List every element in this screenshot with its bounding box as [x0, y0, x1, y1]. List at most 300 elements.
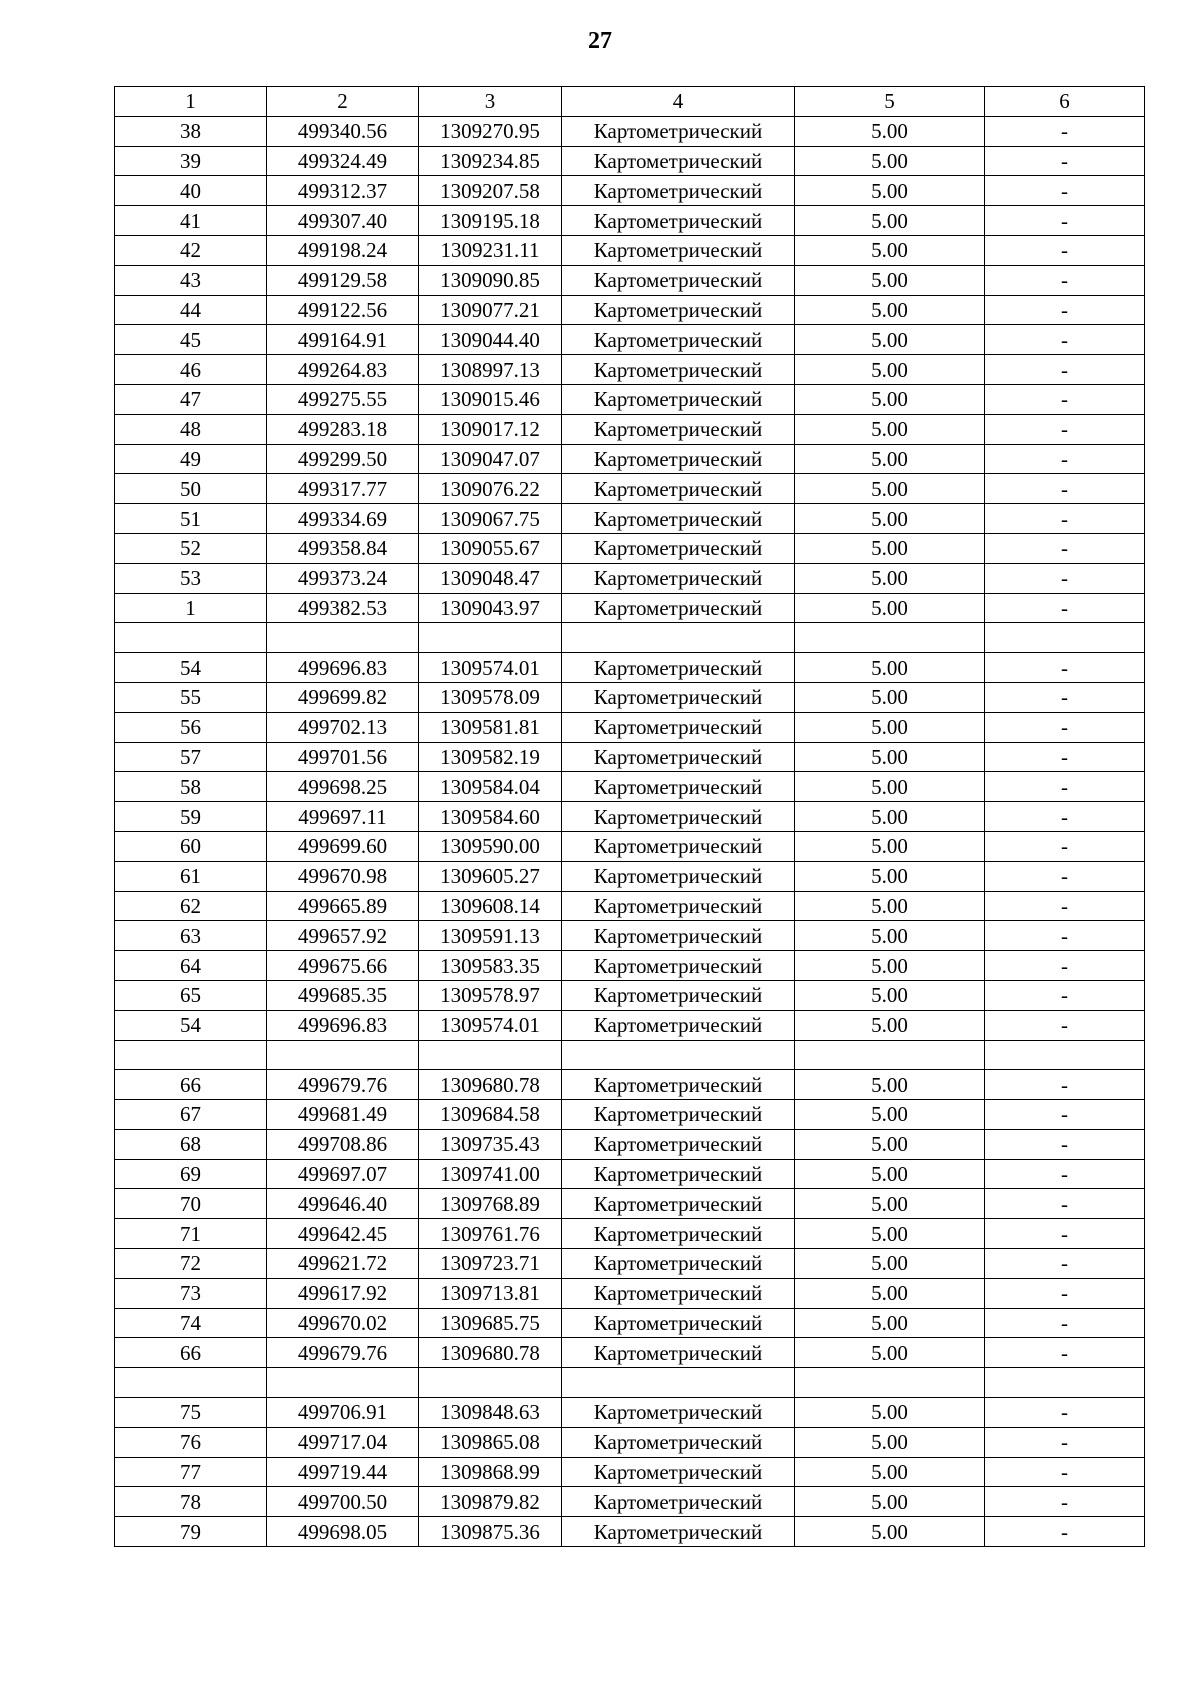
- table-cell: 5.00: [795, 176, 985, 206]
- table-cell: Картометрический: [562, 712, 795, 742]
- table-cell: 54: [115, 653, 267, 683]
- table-cell: 499699.60: [267, 831, 419, 861]
- table-cell: Картометрический: [562, 682, 795, 712]
- table-row: [115, 1219, 1145, 1249]
- table-cell: -: [985, 802, 1145, 832]
- table-cell: 499617.92: [267, 1278, 419, 1308]
- table-cell: [562, 623, 795, 653]
- table-cell: 62: [115, 891, 267, 921]
- table-cell: 5.00: [795, 1398, 985, 1428]
- table-row: [115, 1189, 1145, 1219]
- table-cell: -: [985, 444, 1145, 474]
- table-cell: -: [985, 474, 1145, 504]
- table-cell: 64: [115, 951, 267, 981]
- table-cell: 5.00: [795, 951, 985, 981]
- table-cell: 499283.18: [267, 414, 419, 444]
- table-cell: 1309067.75: [419, 504, 562, 534]
- table-cell: -: [985, 1487, 1145, 1517]
- table-row: [115, 1368, 1145, 1398]
- table-cell: -: [985, 206, 1145, 236]
- table-cell: 1309047.07: [419, 444, 562, 474]
- table-cell: 499340.56: [267, 116, 419, 146]
- table-cell: 499373.24: [267, 563, 419, 593]
- table-cell: Картометрический: [562, 1189, 795, 1219]
- table-cell: 45: [115, 325, 267, 355]
- table-cell: 1309584.04: [419, 772, 562, 802]
- table-cell: 5.00: [795, 653, 985, 683]
- table-cell: -: [985, 1308, 1145, 1338]
- table-cell: 1309048.47: [419, 563, 562, 593]
- table-cell: -: [985, 1219, 1145, 1249]
- table-cell: -: [985, 355, 1145, 385]
- table-cell: 77: [115, 1457, 267, 1487]
- table-cell: [419, 1368, 562, 1398]
- table-cell: 5.00: [795, 474, 985, 504]
- table-cell: [267, 1040, 419, 1070]
- table-cell: Картометрический: [562, 474, 795, 504]
- table-cell: 499657.92: [267, 921, 419, 951]
- table-cell: 5.00: [795, 384, 985, 414]
- table-cell: -: [985, 1457, 1145, 1487]
- table-cell: Картометрический: [562, 1398, 795, 1428]
- table-cell: 499698.05: [267, 1517, 419, 1547]
- table-cell: Картометрический: [562, 593, 795, 623]
- table-row: [115, 653, 1145, 683]
- table-cell: 5.00: [795, 414, 985, 444]
- table-cell: -: [985, 980, 1145, 1010]
- table-cell: -: [985, 563, 1145, 593]
- table-cell: 499307.40: [267, 206, 419, 236]
- table-cell: 1309583.35: [419, 951, 562, 981]
- table-cell: [795, 623, 985, 653]
- table-cell: 69: [115, 1159, 267, 1189]
- header-cell: 3: [419, 87, 562, 117]
- table-row: [115, 1278, 1145, 1308]
- table-cell: 5.00: [795, 1487, 985, 1517]
- table-cell: 74: [115, 1308, 267, 1338]
- table-cell: 5.00: [795, 1189, 985, 1219]
- table-row: [115, 802, 1145, 832]
- table-cell: 1309875.36: [419, 1517, 562, 1547]
- table-cell: 499675.66: [267, 951, 419, 981]
- table-cell: 1309017.12: [419, 414, 562, 444]
- table-cell: Картометрический: [562, 1278, 795, 1308]
- table-cell: 5.00: [795, 712, 985, 742]
- table-cell: [115, 1368, 267, 1398]
- table-header: [115, 87, 1145, 117]
- table-cell: [795, 1040, 985, 1070]
- table-cell: -: [985, 772, 1145, 802]
- table-cell: Картометрический: [562, 1070, 795, 1100]
- table-cell: 499698.25: [267, 772, 419, 802]
- table-cell: -: [985, 1189, 1145, 1219]
- table-cell: -: [985, 1159, 1145, 1189]
- table-cell: -: [985, 1338, 1145, 1368]
- table-cell: 499701.56: [267, 742, 419, 772]
- table-cell: 1309741.00: [419, 1159, 562, 1189]
- table-row: [115, 116, 1145, 146]
- table-cell: 499697.11: [267, 802, 419, 832]
- table-cell: 46: [115, 355, 267, 385]
- page-number: 27: [588, 28, 612, 54]
- table-cell: 39: [115, 146, 267, 176]
- table-cell: 499670.98: [267, 861, 419, 891]
- table-row: [115, 891, 1145, 921]
- table-cell: Картометрический: [562, 921, 795, 951]
- table-cell: Картометрический: [562, 891, 795, 921]
- table-cell: 63: [115, 921, 267, 951]
- table-cell: 1309868.99: [419, 1457, 562, 1487]
- table-cell: -: [985, 295, 1145, 325]
- table-cell: -: [985, 1010, 1145, 1040]
- table-cell: 68: [115, 1129, 267, 1159]
- table-cell: -: [985, 1278, 1145, 1308]
- table-cell: 61: [115, 861, 267, 891]
- table-row: [115, 1070, 1145, 1100]
- table-cell: [115, 623, 267, 653]
- table-cell: 53: [115, 563, 267, 593]
- table-cell: -: [985, 1249, 1145, 1279]
- table-cell: -: [985, 504, 1145, 534]
- table-cell: 1309015.46: [419, 384, 562, 414]
- table-cell: -: [985, 176, 1145, 206]
- table-row: [115, 414, 1145, 444]
- table-cell: 79: [115, 1517, 267, 1547]
- table-row: [115, 295, 1145, 325]
- table-row: [115, 1398, 1145, 1428]
- table-cell: 54: [115, 1010, 267, 1040]
- table-cell: -: [985, 265, 1145, 295]
- table-cell: 1309684.58: [419, 1100, 562, 1130]
- table-row: [115, 504, 1145, 534]
- table-cell: 1309735.43: [419, 1129, 562, 1159]
- table-row: [115, 1487, 1145, 1517]
- table-cell: 42: [115, 235, 267, 265]
- table-cell: 43: [115, 265, 267, 295]
- table-cell: 5.00: [795, 533, 985, 563]
- table-cell: 5.00: [795, 921, 985, 951]
- table-cell: 76: [115, 1427, 267, 1457]
- table-cell: 499122.56: [267, 295, 419, 325]
- table-cell: 5.00: [795, 116, 985, 146]
- table-cell: 1: [115, 593, 267, 623]
- table-cell: 72: [115, 1249, 267, 1279]
- table-row: [115, 474, 1145, 504]
- table-row: [115, 1129, 1145, 1159]
- table-row: [115, 712, 1145, 742]
- table-cell: 499706.91: [267, 1398, 419, 1428]
- table-cell: Картометрический: [562, 1129, 795, 1159]
- table-row: [115, 146, 1145, 176]
- table-cell: 71: [115, 1219, 267, 1249]
- table-cell: 499700.50: [267, 1487, 419, 1517]
- table-cell: -: [985, 831, 1145, 861]
- table-cell: -: [985, 951, 1145, 981]
- table-cell: Картометрический: [562, 861, 795, 891]
- table-cell: 66: [115, 1338, 267, 1368]
- table-cell: 65: [115, 980, 267, 1010]
- table-cell: Картометрический: [562, 355, 795, 385]
- table-cell: 499358.84: [267, 533, 419, 563]
- table-cell: 499299.50: [267, 444, 419, 474]
- table-cell: -: [985, 325, 1145, 355]
- table-cell: [985, 1368, 1145, 1398]
- table-cell: 5.00: [795, 1010, 985, 1040]
- table-cell: Картометрический: [562, 295, 795, 325]
- coordinates-table: [114, 86, 1145, 1547]
- table-cell: -: [985, 712, 1145, 742]
- table-cell: 70: [115, 1189, 267, 1219]
- table-cell: 56: [115, 712, 267, 742]
- table-cell: 60: [115, 831, 267, 861]
- table-cell: Картометрический: [562, 772, 795, 802]
- table-cell: Картометрический: [562, 980, 795, 1010]
- table-cell: 499681.49: [267, 1100, 419, 1130]
- table-cell: 5.00: [795, 861, 985, 891]
- table-cell: 1309879.82: [419, 1487, 562, 1517]
- table-cell: -: [985, 116, 1145, 146]
- table-cell: 499198.24: [267, 235, 419, 265]
- table-cell: 1309848.63: [419, 1398, 562, 1428]
- table-cell: -: [985, 1517, 1145, 1547]
- table-cell: 1309076.22: [419, 474, 562, 504]
- table-row: [115, 265, 1145, 295]
- table-cell: 1309591.13: [419, 921, 562, 951]
- table-cell: -: [985, 533, 1145, 563]
- table-cell: 5.00: [795, 891, 985, 921]
- table-cell: Картометрический: [562, 1159, 795, 1189]
- table-cell: Картометрический: [562, 1517, 795, 1547]
- table-cell: 1309713.81: [419, 1278, 562, 1308]
- table-cell: Картометрический: [562, 1338, 795, 1368]
- table-cell: 5.00: [795, 1219, 985, 1249]
- table-cell: Картометрический: [562, 414, 795, 444]
- table-cell: 1308997.13: [419, 355, 562, 385]
- table-cell: 499275.55: [267, 384, 419, 414]
- table-cell: 5.00: [795, 742, 985, 772]
- table-row: [115, 980, 1145, 1010]
- table-row: [115, 593, 1145, 623]
- table-row: [115, 921, 1145, 951]
- table-cell: -: [985, 1427, 1145, 1457]
- table-cell: -: [985, 1129, 1145, 1159]
- table-cell: -: [985, 1100, 1145, 1130]
- table-cell: 1309723.71: [419, 1249, 562, 1279]
- table-cell: 1309605.27: [419, 861, 562, 891]
- table-cell: 1309195.18: [419, 206, 562, 236]
- table-row: [115, 742, 1145, 772]
- header-cell: 4: [562, 87, 795, 117]
- table-row: [115, 1457, 1145, 1487]
- table-cell: Картометрический: [562, 116, 795, 146]
- table-cell: 47: [115, 384, 267, 414]
- table-cell: 5.00: [795, 235, 985, 265]
- table-cell: 1309574.01: [419, 653, 562, 683]
- table-cell: 499696.83: [267, 1010, 419, 1040]
- table-cell: 57: [115, 742, 267, 772]
- table-cell: 5.00: [795, 504, 985, 534]
- table-cell: 1309207.58: [419, 176, 562, 206]
- table-cell: [985, 1040, 1145, 1070]
- table-cell: [562, 1040, 795, 1070]
- table-cell: 5.00: [795, 1129, 985, 1159]
- table-row: [115, 623, 1145, 653]
- table-cell: 5.00: [795, 444, 985, 474]
- table-cell: 5.00: [795, 980, 985, 1010]
- table-cell: 499685.35: [267, 980, 419, 1010]
- table-cell: 5.00: [795, 295, 985, 325]
- table-cell: 5.00: [795, 682, 985, 712]
- table-row: [115, 1427, 1145, 1457]
- table-row: [115, 563, 1145, 593]
- table-cell: 51: [115, 504, 267, 534]
- table-row: [115, 1517, 1145, 1547]
- header-cell: 1: [115, 87, 267, 117]
- table-cell: [795, 1368, 985, 1398]
- table-cell: -: [985, 1398, 1145, 1428]
- table-cell: 499719.44: [267, 1457, 419, 1487]
- table-cell: [562, 1368, 795, 1398]
- table-cell: 499129.58: [267, 265, 419, 295]
- table-cell: 1309865.08: [419, 1427, 562, 1457]
- table-cell: 75: [115, 1398, 267, 1428]
- table-cell: [115, 1040, 267, 1070]
- table-cell: [419, 1040, 562, 1070]
- table-cell: Картометрический: [562, 951, 795, 981]
- table-cell: 1309055.67: [419, 533, 562, 563]
- table-cell: 58: [115, 772, 267, 802]
- table-row: [115, 682, 1145, 712]
- table-cell: 1309043.97: [419, 593, 562, 623]
- table-cell: Картометрический: [562, 533, 795, 563]
- table-cell: -: [985, 384, 1145, 414]
- table-cell: Картометрический: [562, 1457, 795, 1487]
- header-row: [115, 87, 1145, 117]
- table-cell: 5.00: [795, 1100, 985, 1130]
- table-cell: Картометрический: [562, 653, 795, 683]
- table-cell: Картометрический: [562, 1249, 795, 1279]
- table-cell: 499702.13: [267, 712, 419, 742]
- table-cell: 1309584.60: [419, 802, 562, 832]
- table-row: [115, 355, 1145, 385]
- table-cell: 499699.82: [267, 682, 419, 712]
- table-row: [115, 206, 1145, 236]
- table-row: [115, 831, 1145, 861]
- table-row: [115, 1159, 1145, 1189]
- table-cell: -: [985, 861, 1145, 891]
- table-cell: -: [985, 682, 1145, 712]
- table-cell: [985, 623, 1145, 653]
- table-cell: Картометрический: [562, 235, 795, 265]
- table-cell: Картометрический: [562, 831, 795, 861]
- table-cell: 5.00: [795, 1338, 985, 1368]
- table-row: [115, 176, 1145, 206]
- header-cell: 2: [267, 87, 419, 117]
- table-cell: -: [985, 1070, 1145, 1100]
- table-cell: 5.00: [795, 831, 985, 861]
- table-cell: Картометрический: [562, 1487, 795, 1517]
- table-cell: 1309590.00: [419, 831, 562, 861]
- table-row: [115, 533, 1145, 563]
- table-cell: 41: [115, 206, 267, 236]
- table-cell: -: [985, 146, 1145, 176]
- table-cell: 5.00: [795, 1070, 985, 1100]
- table-cell: 1309581.81: [419, 712, 562, 742]
- table-cell: Картометрический: [562, 1427, 795, 1457]
- table-cell: 1309685.75: [419, 1308, 562, 1338]
- table-cell: 499382.53: [267, 593, 419, 623]
- table-cell: -: [985, 921, 1145, 951]
- table-row: [115, 384, 1145, 414]
- table-cell: 1309608.14: [419, 891, 562, 921]
- table-cell: 1309231.11: [419, 235, 562, 265]
- table-cell: 1309582.19: [419, 742, 562, 772]
- table-cell: Картометрический: [562, 444, 795, 474]
- table-cell: 499708.86: [267, 1129, 419, 1159]
- table-cell: 499264.83: [267, 355, 419, 385]
- table-cell: 5.00: [795, 146, 985, 176]
- table-row: [115, 1040, 1145, 1070]
- table-row: [115, 1010, 1145, 1040]
- table-cell: 1309574.01: [419, 1010, 562, 1040]
- table-cell: 5.00: [795, 772, 985, 802]
- table-row: [115, 772, 1145, 802]
- table-cell: -: [985, 414, 1145, 444]
- table-cell: 499621.72: [267, 1249, 419, 1279]
- table-cell: -: [985, 891, 1145, 921]
- table-cell: 5.00: [795, 265, 985, 295]
- table-cell: Картометрический: [562, 1010, 795, 1040]
- table-row: [115, 861, 1145, 891]
- table-cell: 5.00: [795, 1427, 985, 1457]
- table-cell: 1309270.95: [419, 116, 562, 146]
- table-cell: 1309680.78: [419, 1070, 562, 1100]
- table-cell: 1309761.76: [419, 1219, 562, 1249]
- table-cell: 38: [115, 116, 267, 146]
- table-cell: Картометрический: [562, 265, 795, 295]
- table-cell: 499324.49: [267, 146, 419, 176]
- table-cell: 5.00: [795, 1457, 985, 1487]
- table-cell: 1309044.40: [419, 325, 562, 355]
- table-cell: 67: [115, 1100, 267, 1130]
- table-cell: 5.00: [795, 355, 985, 385]
- table-cell: 59: [115, 802, 267, 832]
- table-cell: Картометрический: [562, 384, 795, 414]
- table-cell: 1309578.97: [419, 980, 562, 1010]
- table-cell: 1309090.85: [419, 265, 562, 295]
- table-cell: Картометрический: [562, 1219, 795, 1249]
- table-row: [115, 235, 1145, 265]
- table-cell: 1309234.85: [419, 146, 562, 176]
- table-row: [115, 1100, 1145, 1130]
- table-cell: 499642.45: [267, 1219, 419, 1249]
- table-cell: 499312.37: [267, 176, 419, 206]
- table-cell: 5.00: [795, 1278, 985, 1308]
- table-cell: 1309768.89: [419, 1189, 562, 1219]
- table-cell: 5.00: [795, 206, 985, 236]
- table-row: [115, 325, 1145, 355]
- table-cell: 499646.40: [267, 1189, 419, 1219]
- table-cell: 499164.91: [267, 325, 419, 355]
- table-row: [115, 444, 1145, 474]
- table-cell: 499717.04: [267, 1427, 419, 1457]
- table-cell: Картометрический: [562, 325, 795, 355]
- header-cell: 6: [985, 87, 1145, 117]
- table-row: [115, 951, 1145, 981]
- table-body: [115, 116, 1145, 1546]
- table-cell: 499665.89: [267, 891, 419, 921]
- table-cell: 1309578.09: [419, 682, 562, 712]
